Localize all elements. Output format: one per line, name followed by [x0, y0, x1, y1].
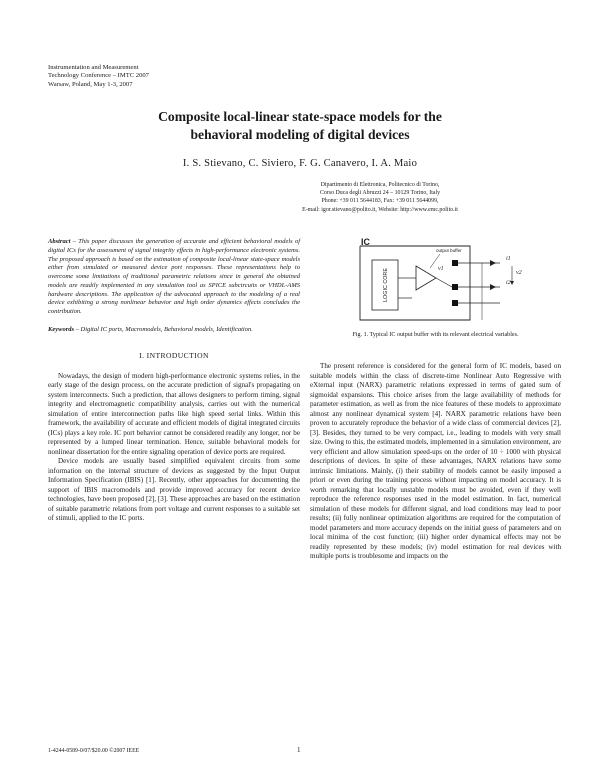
output-buffer-label: output buffer	[436, 248, 462, 253]
title-line-1: Composite local-linear state-space models for the	[158, 109, 442, 124]
conference-header	[48, 64, 149, 89]
intro-paragraph-2: Device models are usually based simplified equivalent circuits from some information on the internal structure of devices as suggested by the Input Output Information Specification (IBIS) [1]. Recently, other approaches for documenting the support of IBIS macromodels and provide improved accuracy for recent device technologies, have been proposed [2], [3]. These approaches are based on the estimation of suitable parametric relations from port voltage and current responses to a suitable set of stimuli, applied to the IC ports.	[48, 457, 300, 522]
pin-top	[452, 260, 458, 266]
section-heading: I. INTRODUCTION	[139, 350, 209, 360]
page-number: 1	[297, 746, 301, 754]
conference-line-2: Technology Conference – IMTC 2007	[48, 72, 149, 80]
conference-line-3: Warsaw, Poland, May 1-3, 2007	[48, 80, 133, 88]
affiliation-line-3: Phone: +39 011 5644183, Fax: +39 011 5644099,	[321, 198, 439, 205]
buffer-triangle	[416, 266, 436, 290]
intro-paragraph-1: Nowadays, the design of modern high-performance electronic systems relies, in the early stage of the design process, on the accurate prediction of signal's propagating on system interconnects. Such a prediction, that allows designers to perform timing, signal integrity and electromagnetic compatibility analysis, carries out with the numerical simulation of entire interconnection paths like high speed serial links. Within this framework, the availability of accurate and efficient models of digital integrated circuits (ICs) plays a key role. IC port behavior cannot be considered readily any longer, nor be represented by a lumped linear termination. Hence, suitable behavioral models for nonlinear dissertation for the entire signaling operation of device ports are required.	[48, 371, 300, 456]
abstract-label: Abstract	[48, 238, 71, 245]
label-v1: v1	[438, 266, 444, 272]
paper-title	[60, 108, 540, 144]
keywords	[48, 326, 300, 335]
label-i2: i2	[506, 280, 511, 286]
pin-mid	[452, 284, 458, 290]
title-line-2: behavioral modeling of digital devices	[190, 127, 410, 142]
logic-core-label: LOGIC CORE	[383, 268, 389, 302]
abstract-text: – This paper discusses the generation of accurate and efficient behavioral models of digital ICs for the assessment of signal integrity effects in high-performance electronic systems. The proposed approach is based on the estimation of composite local-linear state-space models either from simulated or measured device port responses. These representations help to overcome some limitations of traditional parametric relations since in general the obtained models are readily implemented in any simulation tool as SPICE subcircuits or VHDL-AMS hardware descriptions. The application of the advocated approach to the modeling of a real device exhibiting a strong nonlinear behavior and high order dynamics effects concludes the contribution.	[48, 238, 301, 315]
affiliation-line-4: E-mail: igor.stievano@polito.it, Website: http://www.emc.polito.it	[302, 206, 458, 213]
figure-diagram	[340, 238, 530, 326]
figure-caption: Fig. 1. Typical IC output buffer with its relevant electrical variables.	[352, 332, 519, 338]
label-i1: i1	[506, 256, 511, 262]
keywords-text: – Digital IC ports, Macromodels, Behavioral models, Identification.	[75, 325, 253, 333]
pin-bottom	[452, 300, 458, 306]
affiliation	[230, 181, 530, 214]
footer-isbn: 1-4244-0589-0/07/$20.00 ©2007 IEEE	[48, 748, 140, 754]
right-paragraph-1: The present reference is considered for the general form of IC models, based on suitable models within the class of discrete-time Nonlinear Auto Regressive with eXternal input (NARX) parametric relations expressed in terms of gated sum of sigmoidal expansions. This choice arises from the large availability of methods for parameter estimation, as well as from the nice features of these models to approximate almost any nonlinear dynamical system [4]. NARX parametric relations have been proven to accurately reproduce the behavior of a wide class of commercial devices [2], [3]. Besides, they turned to be very compact, i.e., leading to models with very small size. Owing to this, the estimated models, implemented in a simulation environment, are very efficient and allow simulation speed-ups on the order of 10 ÷ 1000 with physical descriptions of devices. In spite of these advantages, NARX relations have some intrinsic limitations. Mainly, (i) their stability of models cannot be easily imposed a priori or even during the training process without impacting on model accuracy. It is worth remarking that locally unstable models must be avoided, even if they well reproduce the reference responses used in the model estimation. In fact, numerical simulation of these models for different signal, and load conditions may lead to poor results; (ii) fully nonlinear optimization algorithms are required for the computation of model parameters and more accuracy depends on the initial guess of parameters and on local minima of the cost function; (iii) higher order dynamical effects may not be readily represented by these models; (iv) model estimation for real devices with multiple ports is troublesome and impacts on the	[310, 362, 561, 560]
affiliation-line-1: Dipartimento di Elettronica, Politecnico di Torino,	[320, 182, 440, 188]
ic-label: IC	[361, 238, 370, 247]
label-v2: v2	[516, 270, 522, 276]
affiliation-line-2: Corso Duca degli Abruzzi 24 – 10129 Torino, Italy	[319, 190, 441, 197]
figure-ic-buffer	[340, 238, 530, 326]
conference-line-1: Instrumentation and Measurement	[48, 64, 139, 71]
keywords-label: Keywords	[48, 325, 74, 333]
right-column	[310, 238, 561, 562]
right-text	[310, 362, 561, 562]
abstract	[48, 238, 300, 317]
left-column	[48, 238, 300, 524]
authors: I. S. Stievano, C. Siviero, F. G. Canavero, I. A. Maio	[182, 158, 418, 169]
intro-text	[48, 372, 300, 524]
